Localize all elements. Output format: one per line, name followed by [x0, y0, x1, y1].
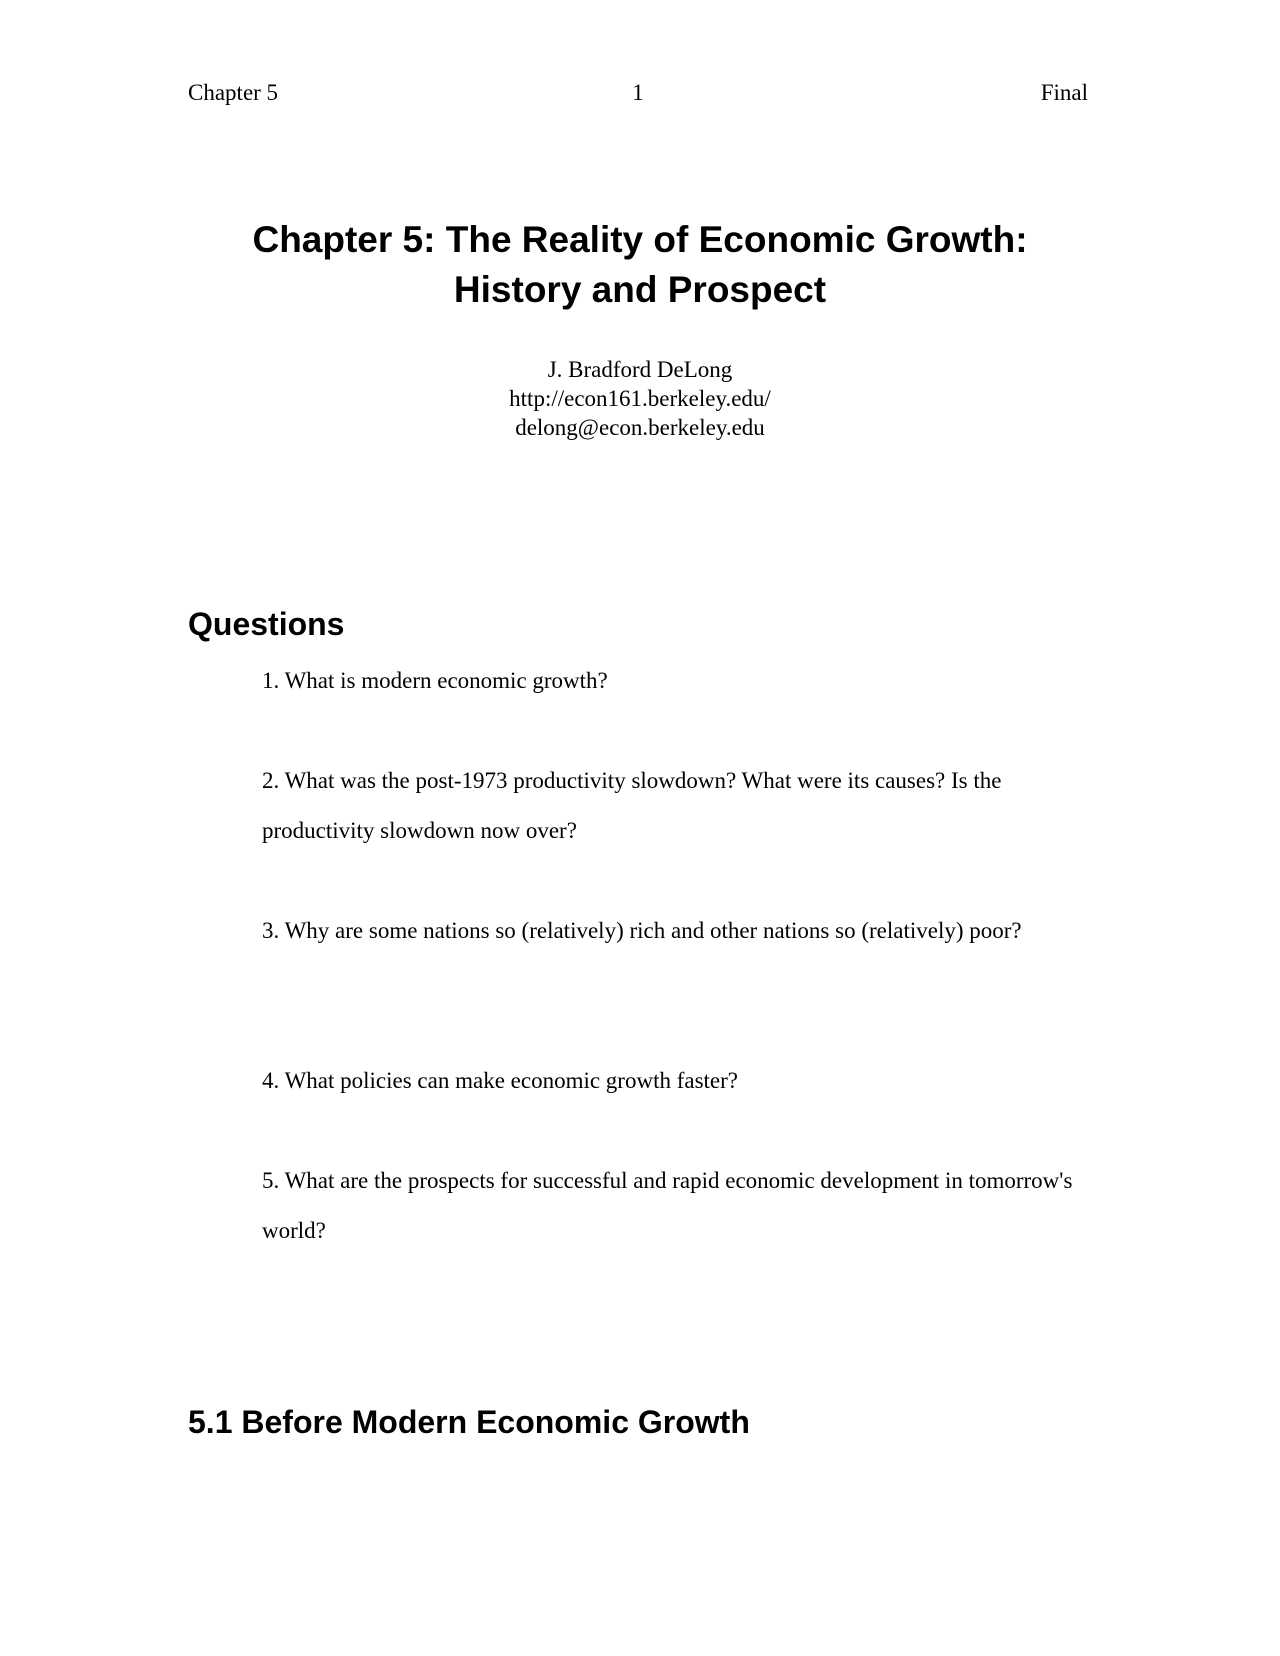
running-header	[188, 78, 1088, 108]
chapter-title-line-1: Chapter 5: The Reality of Economic Growth:	[252, 219, 1028, 260]
question-item: 4. What policies can make economic growth faster?	[262, 1068, 739, 1093]
question-item: 3. Why are some nations so (relatively) rich and other nations so (relatively) poor?	[262, 918, 1022, 943]
chapter-title	[140, 215, 1140, 315]
chapter-title-line-2: History and Prospect	[453, 269, 827, 310]
section-heading: 5.1 Before Modern Economic Growth	[188, 1404, 750, 1440]
author-block	[140, 355, 1140, 442]
question-item: 5. What are the prospects for successful and rapid economic development in tomorrow's world?	[262, 1168, 1073, 1243]
page-number: 1	[632, 80, 644, 105]
author-email: delong@econ.berkeley.edu	[515, 415, 765, 440]
question-item: 1. What is modern economic growth?	[262, 668, 608, 693]
questions-heading: Questions	[188, 606, 345, 642]
question-item: 2. What was the post-1973 productivity slowdown? What were its causes? Is the productivity slowdown now over?	[262, 768, 1002, 843]
running-header-status: Final	[1040, 80, 1088, 105]
author-name: J. Bradford DeLong	[547, 357, 733, 382]
running-header-chapter: Chapter 5	[188, 80, 279, 105]
author-url: http://econ161.berkeley.edu/	[509, 386, 771, 411]
